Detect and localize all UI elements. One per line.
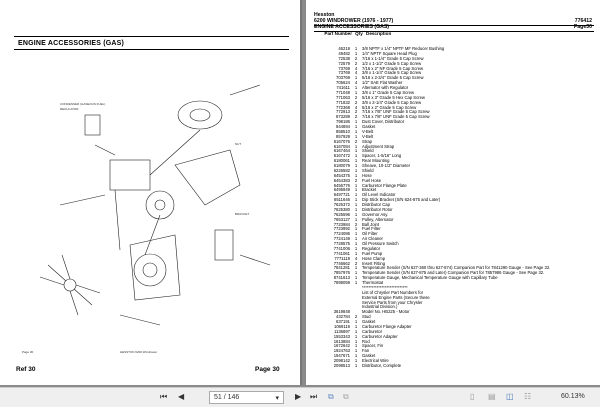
part-number: 1069119 <box>334 323 350 329</box>
description: Regulator <box>362 245 381 251</box>
description: Carburetor Flange Plate <box>362 182 407 188</box>
description: Carburetor <box>362 328 383 334</box>
description: Sheave, 10-1/2" Diameter <box>362 163 411 168</box>
qty: 2 <box>354 94 358 100</box>
qty: 1 <box>354 124 358 129</box>
small-footer-left: Page 30 <box>22 350 34 354</box>
zoom-level[interactable]: 60.13% <box>561 393 585 400</box>
description: Industrial Division.) <box>362 304 398 310</box>
doc-number: 776412 <box>574 18 592 24</box>
model-title: 6200 WINDROWER (1976 - 1977) <box>314 19 594 26</box>
small-footer-center: HESSTON 6200 Windrower <box>120 350 158 354</box>
description: Gasket <box>362 124 376 129</box>
parts-row <box>312 364 550 369</box>
qty: 1 <box>354 46 358 51</box>
qty: 1 <box>354 231 358 237</box>
description: 3/8 x 1-1/4" Grade 5 Cap Screw <box>362 70 422 76</box>
part-number: 857929 <box>336 133 350 139</box>
description: Distributor Rotor <box>362 206 393 212</box>
left-page-title: ENGINE ACCESSORIES (GAS) <box>18 40 125 47</box>
description: Pulley, Alternator <box>362 216 394 222</box>
qty: 1 <box>354 323 358 329</box>
qty: 1 <box>354 338 358 344</box>
ref-label: Ref 30 <box>16 366 36 373</box>
continuous-icon[interactable]: ▤ <box>488 392 496 401</box>
part-number: 1672642 <box>333 343 350 349</box>
description: Carburetor Adapter <box>362 333 398 339</box>
right-page <box>306 0 600 385</box>
description: Hose Clamp <box>362 255 386 261</box>
part-number: 7724086 <box>333 231 350 237</box>
qty: 2 <box>354 138 358 144</box>
qty: 1 <box>354 280 358 285</box>
qty: 1 <box>354 245 358 251</box>
part-number: 7724149 <box>333 236 350 242</box>
description: List of Chrysler Part Numbers for <box>362 289 423 295</box>
qty: 4 <box>354 255 358 261</box>
description: Distributor, Complete <box>362 362 402 368</box>
part-number: 6511646 <box>334 197 350 203</box>
section-title: ENGINE ACCESSORIES (GAS) <box>314 25 594 32</box>
part-number: 6180061 <box>333 158 350 164</box>
description: Shield <box>362 148 374 154</box>
description: Carburetor Flange Adapter <box>362 323 412 329</box>
qty: 1 <box>354 270 358 276</box>
qty: 1 <box>354 75 358 81</box>
qty: 1 <box>354 163 358 168</box>
part-number: 49482 <box>338 50 350 56</box>
qty: 1 <box>354 216 358 222</box>
description: Electrical Wire <box>362 358 389 363</box>
part-number: 1613884 <box>333 338 350 344</box>
part-number: 705624 <box>336 80 350 86</box>
part-number: 703769 <box>336 75 350 81</box>
part-number: 7728575 <box>333 241 350 246</box>
qty: 1 <box>354 211 358 217</box>
description: Oil Filter <box>362 231 378 237</box>
qty: 4 <box>354 104 358 110</box>
part-number: 772913 <box>336 109 350 115</box>
part-number: 7723992 <box>333 226 350 232</box>
col-part-number: Part Number <box>324 31 352 36</box>
qty: 1 <box>354 353 358 359</box>
column-headers <box>314 31 391 37</box>
single-page-icon[interactable]: ▯ <box>470 392 475 401</box>
description: Governor Asy. <box>362 211 389 217</box>
qty: 2 <box>354 99 358 105</box>
part-number: 771048 <box>336 89 350 95</box>
svg-text:REGULATOR: REGULATOR <box>60 107 79 111</box>
description: Thermostat <box>362 280 384 285</box>
description: Fan <box>362 348 370 354</box>
description: Gasket <box>362 353 376 359</box>
brand: Hesston <box>314 12 335 18</box>
description: Stud <box>362 314 371 320</box>
qty: 1 <box>354 250 358 256</box>
qty: 1 <box>354 328 358 334</box>
part-number: 6180079 <box>333 163 350 168</box>
part-number: 7841281 <box>333 265 350 271</box>
part-number: 46219 <box>338 46 350 51</box>
qty: 1 <box>354 333 358 339</box>
description: Model No. HB225 - Motor <box>362 309 410 315</box>
description: 3/8 x 1" Grade 5 Cap Screw <box>362 89 414 95</box>
part-number: 432784 <box>336 314 350 320</box>
qty: 1 <box>354 275 358 281</box>
qty: 2 <box>354 221 358 227</box>
description: Service Parts from your Chrysler <box>362 299 423 305</box>
description: 7/16 x 7/8" UNF Grade 5 Cap Screw <box>362 109 430 115</box>
qty: 1 <box>354 89 358 95</box>
part-number: 1947671 <box>333 353 350 359</box>
part-number: 7771119 <box>334 255 350 261</box>
part-number: 6167076 <box>333 138 350 144</box>
qty: 1 <box>354 265 358 271</box>
qty: 2 <box>354 260 358 266</box>
part-number: 6226582 <box>333 167 350 173</box>
description: 5/16 x 2-3/4" Grade 5 Cap Screw <box>362 75 424 81</box>
part-number: 7625380 <box>333 206 350 212</box>
description: Fuel Pump <box>362 250 383 256</box>
description: Adjustment Strap <box>362 143 395 149</box>
description: Temperature Gauge, Mechanical Temperature Gauge with Capillary Tube <box>362 275 498 281</box>
description: Fuel Hose <box>362 177 382 183</box>
description: **************************** <box>362 284 408 290</box>
qty: 1 <box>354 143 358 149</box>
qty: 1 <box>354 167 358 173</box>
description: V-Belt <box>362 128 374 134</box>
qty: 1 <box>354 197 358 203</box>
description: 3/8 x 2-1/4" Grade 5 Cap Screw <box>362 99 422 105</box>
part-number: 7857976 <box>333 270 350 276</box>
part-number: 741611 <box>336 85 350 90</box>
description: Oil Pressure Switch <box>362 241 399 246</box>
qty: 2 <box>354 55 358 61</box>
col-description: Description <box>366 31 392 36</box>
part-number: 6456776 <box>333 182 350 188</box>
qty: 2 <box>354 114 358 120</box>
part-number: 72579 <box>338 60 350 66</box>
part-number: 6167472 <box>333 153 350 159</box>
col-qty: Qty <box>355 31 363 36</box>
description: Fuel Filter <box>362 226 381 232</box>
part-number: 6454383 <box>333 177 350 183</box>
qty: 1 <box>354 319 358 324</box>
parts-list <box>312 47 550 369</box>
part-number: 2098142 <box>333 358 350 363</box>
qty: 2 <box>354 60 358 66</box>
part-number: 3619848 <box>333 309 350 315</box>
qty: 2 <box>354 177 358 183</box>
description: Spacer, Fin <box>362 343 384 349</box>
page-label: Page 30 <box>255 366 280 373</box>
qty: 2 <box>354 314 358 320</box>
qty: 1 <box>354 187 358 193</box>
qty: 1 <box>354 206 358 212</box>
part-number: 7625596 <box>333 211 350 217</box>
qty: 1 <box>354 348 358 354</box>
description: Strap <box>362 138 373 144</box>
description: Rear Mounting <box>362 158 390 164</box>
part-number: 844894 <box>336 124 350 129</box>
qty: 1 <box>354 182 358 188</box>
part-number: 637191 <box>336 319 350 324</box>
page-number-input[interactable] <box>209 391 284 404</box>
description: 1/2 x 1-1/2" Grade 5 Cap Screw <box>362 60 422 66</box>
description: Alternator with Regulator <box>362 85 409 90</box>
part-number: 772368 <box>336 104 350 110</box>
part-number: 6497721 <box>333 192 350 198</box>
description: 5/16 x 3" Grade 5 Hex Cap Screw <box>362 94 425 100</box>
qty: 1 <box>354 358 358 363</box>
description: 7/16 x 1-1/4" Grade 5 Cap Screw <box>362 55 424 61</box>
part-number: 873289 <box>336 114 350 120</box>
svg-text:BRACKET: BRACKET <box>235 212 250 216</box>
part-number: 2098513 <box>333 362 350 368</box>
part-number: 7723984 <box>333 221 350 227</box>
part-number: 771832 <box>336 99 350 105</box>
qty: 1 <box>354 362 358 368</box>
part-number: 1553343 <box>333 333 350 339</box>
description: Dip Stick Bracket (S/N 624-875 and Later) <box>362 197 441 203</box>
description: Air Cleaner <box>362 236 383 242</box>
qty: 1 <box>354 158 358 164</box>
description: 1/2" SAE Flat Washer <box>362 80 403 86</box>
qty: 1 <box>354 241 358 246</box>
part-number: 771063 <box>336 94 350 100</box>
description: Ball Joint <box>362 221 379 227</box>
qty: 1 <box>354 192 358 198</box>
page-dropdown-icon[interactable]: ▾ <box>275 395 279 402</box>
svg-text:CONDENSER (GASEOUS FUEL): CONDENSER (GASEOUS FUEL) <box>60 102 106 106</box>
description: Insert Fitting <box>362 260 386 266</box>
description: External Engine Parts (Secure these <box>362 294 430 300</box>
description: Bracket <box>362 187 377 193</box>
description: Distributor Cap <box>362 202 390 207</box>
description: Oil Level Indicator <box>362 192 396 198</box>
part-number: 7746662 <box>333 260 350 266</box>
qty: 1 <box>354 148 358 154</box>
qty: 2 <box>354 109 358 115</box>
part-number: 7625372 <box>333 202 350 207</box>
page-value: 51 / 146 <box>214 394 240 401</box>
page-number: Page30 <box>573 24 592 30</box>
part-number: 858510 <box>336 128 350 134</box>
description: Dust Cover, Distributor <box>362 119 405 125</box>
part-number: 6454375 <box>333 172 350 178</box>
part-number: 798186 <box>336 119 350 125</box>
description: Rod <box>362 338 370 344</box>
two-page-continuous-icon[interactable]: ☷ <box>524 392 532 401</box>
qty: 1 <box>354 133 358 139</box>
description: Gasket <box>362 319 376 324</box>
part-number: 1924763 <box>333 348 350 354</box>
first-page-icon[interactable]: ⏮ <box>160 392 168 401</box>
description: Hose <box>362 172 372 178</box>
qty: 1 <box>354 202 358 207</box>
description: Shield <box>362 167 374 173</box>
part-number: 1136897 <box>334 328 350 334</box>
description: 1/4" NPTF Square Head Plug <box>362 50 417 56</box>
part-number: 72538 <box>338 55 350 61</box>
prev-page-icon[interactable]: ◀ <box>178 392 185 401</box>
part-number: 7741061 <box>333 250 350 256</box>
part-number: 6495949 <box>333 187 350 193</box>
qty: 4 <box>354 80 358 86</box>
description: 3/8 NPTF x 1/4" NPTF MF Reducer Bushing <box>362 46 445 51</box>
qty: 4 <box>354 70 358 76</box>
description: Spacer, 1-5/16" Long <box>362 153 402 159</box>
viewer-toolbar <box>0 387 600 407</box>
two-page-icon[interactable]: ◫ <box>506 392 514 401</box>
qty: 1 <box>354 343 358 349</box>
description: 7/16 x 2" NF Grade 5 Cap Screw <box>362 65 424 71</box>
part-number: 7653127 <box>333 216 350 222</box>
qty: 1 <box>354 85 358 90</box>
description: Temperature Sender (S/N 627-875 and Later) Companion Part for 7857986 Gauge - See Page 32. <box>362 270 545 276</box>
description: Temperature Sender (S/N 627-360 thru 627-874) Companion Part for 7841290 Gauge - See Page 32. <box>362 265 551 271</box>
qty: 1 <box>354 226 358 232</box>
qty: 1 <box>354 50 358 56</box>
part-number: 6167084 <box>333 143 350 149</box>
description: 5/16 x 2" Grade 5 Cap Screw <box>362 104 417 110</box>
qty: 4 <box>354 65 358 71</box>
qty: 1 <box>354 172 358 178</box>
part-number: 7741006 <box>333 245 350 251</box>
description: V-Belt <box>362 133 374 139</box>
svg-text:NUT: NUT <box>235 142 242 146</box>
part-number: 8741613 <box>333 275 350 281</box>
next-page-icon[interactable]: ▶ <box>295 392 302 401</box>
part-number: 73769 <box>338 70 350 76</box>
qty: 1 <box>354 153 358 159</box>
description: 7/16 x 7/8" UNF Grade 5 Cap Screw <box>362 114 430 120</box>
qty: 1 <box>354 119 358 125</box>
part-number: 73769 <box>338 65 350 71</box>
engine-diagram <box>0 55 302 355</box>
left-page <box>0 0 302 385</box>
copy-icon[interactable]: ⧉ <box>328 392 334 401</box>
qty: 1 <box>354 128 358 134</box>
paste-icon[interactable]: ⧉ <box>343 392 349 401</box>
part-number: 6167464 <box>333 148 350 154</box>
part-number: 7898059 <box>333 280 350 285</box>
last-page-icon[interactable]: ⏭ <box>310 392 318 401</box>
qty: 1 <box>354 236 358 242</box>
